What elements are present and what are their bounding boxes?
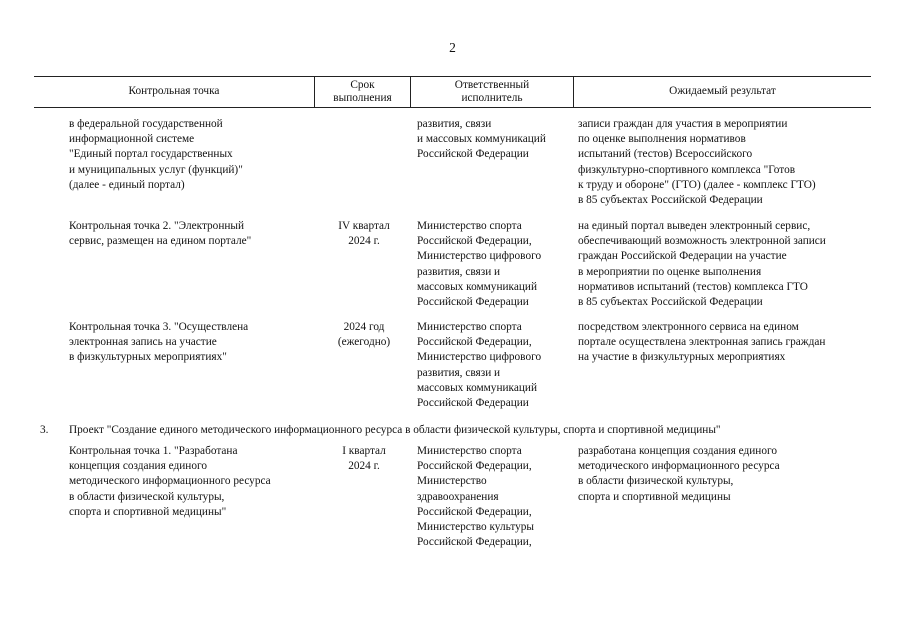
- header-expected-result: Ожидаемый результат: [669, 85, 776, 98]
- table-top-rule: [34, 76, 871, 77]
- deadline-text: I квартал 2024 г.: [342, 445, 386, 473]
- header-deadline: Срок выполнения: [333, 78, 392, 104]
- responsible-text: Министерство спорта Российской Федерации, Министерство цифрового развития, связи и массовых коммуникаций Российской Федерации: [417, 321, 542, 410]
- deadline-text: IV квартал 2024 г.: [338, 220, 390, 248]
- expected-result-text: посредством электронного сервиса на едином портале осуществлена электронная запись граждан на участие в физкультурных мероприятиях: [578, 321, 826, 364]
- control-point-text: в федеральной государственной информационной системе "Единый портал государственных и муниципальных услуг (функций)" (далее - единый портал): [69, 118, 243, 191]
- responsible-text: развития, связи и массовых коммуникаций Российской Федерации: [417, 118, 546, 161]
- header-responsible: Ответственный исполнитель: [454, 78, 530, 104]
- expected-result-text: записи граждан для участия в мероприятии по оценке выполнения нормативов испытаний (тестов) Всероссийского физкультурно-спортивного комплекса "Готов к труду и обороне" (ГТО) (далее - комплекс ГТО) в 85 субъектах Российской Федерации: [578, 118, 816, 207]
- control-point-text: Контрольная точка 3. "Осуществлена электронная запись на участие в физкультурных мероприятиях": [69, 321, 249, 364]
- expected-result-text: на единый портал выведен электронный сервис, обеспечивающий возможность электронной записи граждан Российской Федерации на участие в мероприятии по оценке выполнения нормативов испытаний (тестов) комплекса ГТО в 85 субъектах Российской Федерации: [578, 220, 826, 309]
- project-number: 3.: [40, 424, 49, 436]
- responsible-text: Министерство спорта Российской Федерации, Министерство здравоохранения Российской Федерации, Министерство культуры Российской Федерации,: [417, 445, 534, 549]
- page-number: 2: [449, 40, 456, 55]
- table-header-rule: [34, 107, 871, 108]
- expected-result-text: разработана концепция создания единого методического информационного ресурса в области физической культуры, спорта и спортивной медицины: [578, 445, 780, 503]
- project-title: Проект "Создание единого методического информационного ресурса в области физической культуры, спорта и спортивной медицины": [69, 424, 721, 436]
- control-point-text: Контрольная точка 1. "Разработана концепция создания единого методического информационного ресурса в области физической культуры, спорта и спортивной медицины": [69, 445, 271, 518]
- responsible-text: Министерство спорта Российской Федерации, Министерство цифрового развития, связи и массовых коммуникаций Российской Федерации: [417, 220, 542, 309]
- header-control-point: Контрольная точка: [128, 85, 220, 98]
- control-point-text: Контрольная точка 2. "Электронный сервис, размещен на едином портале": [69, 220, 252, 248]
- deadline-text: 2024 год (ежегодно): [337, 321, 391, 349]
